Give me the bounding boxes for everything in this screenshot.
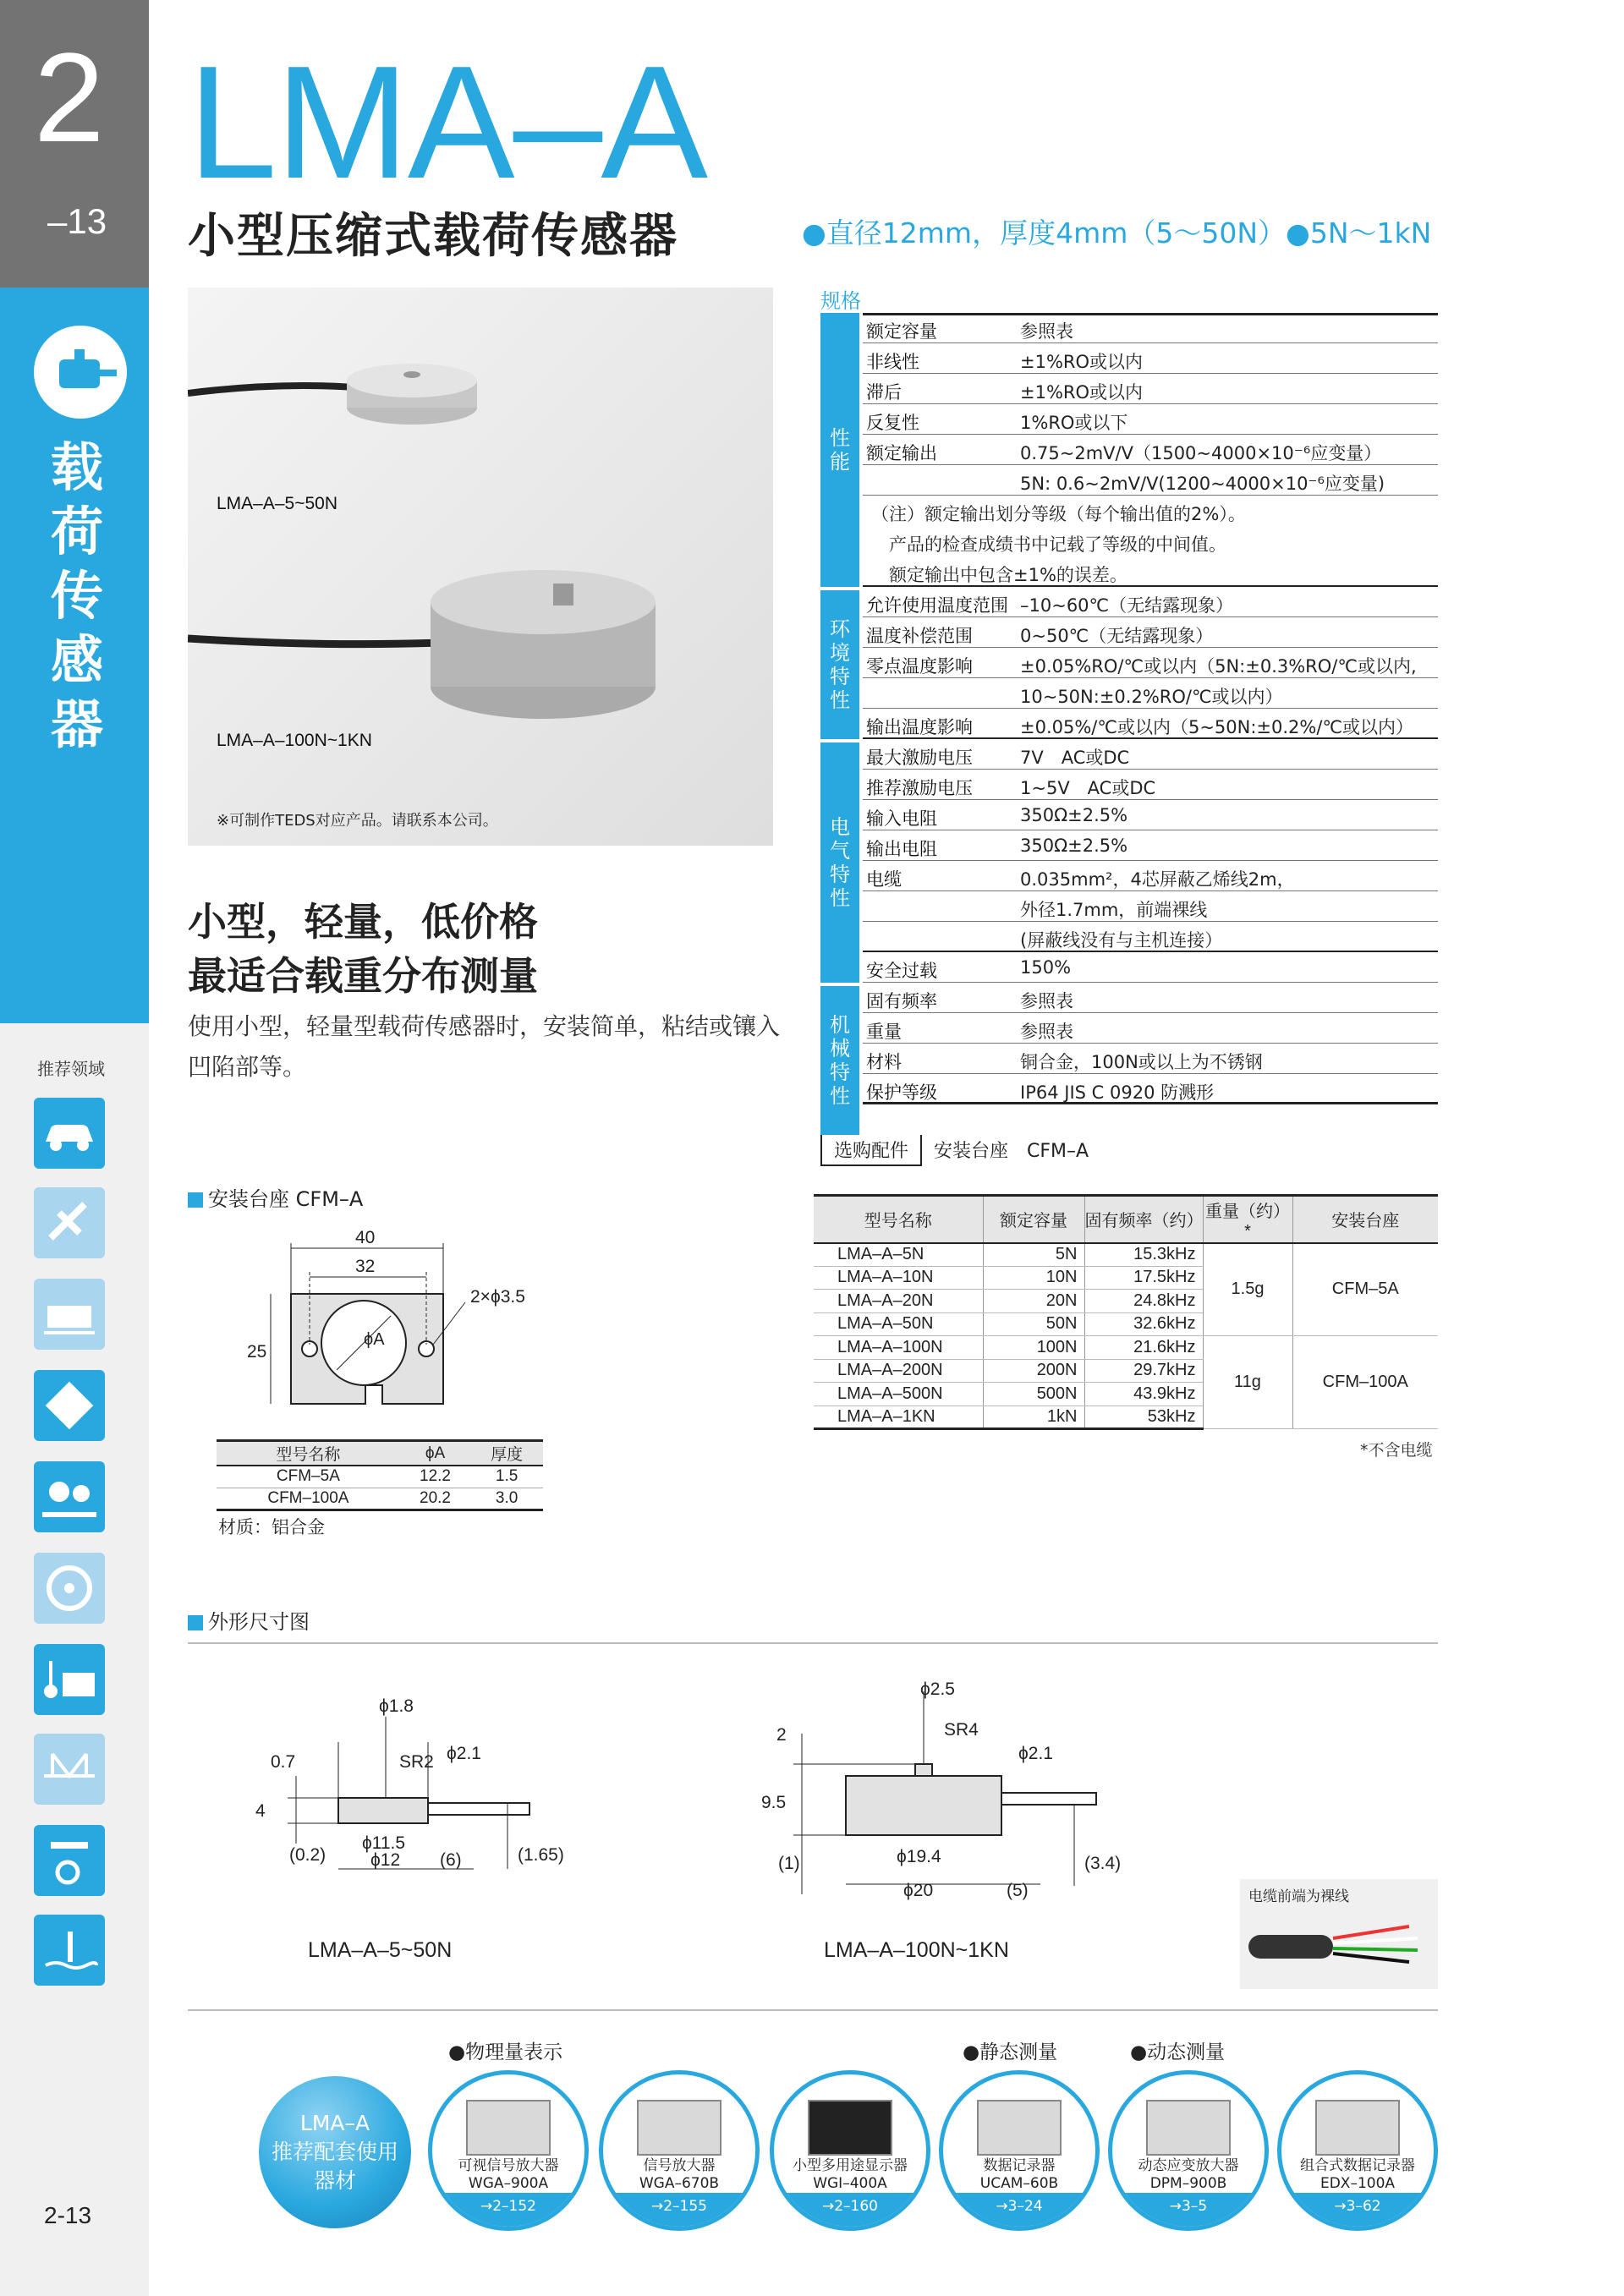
product-photo — [188, 288, 773, 846]
load-cell-icon — [34, 326, 127, 419]
page-subtitle: 小型压缩式载荷传感器 — [188, 209, 678, 264]
option-value: 安装台座 CFM–A — [934, 1141, 1089, 1162]
teds-note: ※可制作TEDS对应产品。请联系本公司。 — [217, 812, 498, 830]
cfm-thickness-header: 厚度 — [470, 1441, 543, 1466]
product-card[interactable]: 数据记录器 UCAM–60B →3–24 — [939, 2070, 1100, 2231]
product-image — [637, 2100, 721, 2156]
product-page-link[interactable]: →3–24 — [943, 2193, 1095, 2227]
weight-note: *不含电缆 — [1360, 1441, 1433, 1460]
offshore-icon — [34, 1915, 105, 1986]
spec-row: 额定输出 0.75~2mV/V（1500~4000×10⁻⁶应变量） — [863, 435, 1438, 465]
svg-text:(6): (6) — [440, 1850, 462, 1870]
spec-row: 允许使用温度范围 –10~60℃（无结露现象） — [863, 587, 1438, 617]
page-number: 2-13 — [44, 2202, 92, 2228]
cfm-phia-header: ϕA — [400, 1441, 470, 1466]
cfm-material: 材质：铝合金 — [218, 1517, 325, 1537]
recommend-badge: LMA–A 推荐配套使用 器材 — [259, 2076, 411, 2228]
cfm-dim-holes: 2×ϕ3.5 — [470, 1287, 525, 1307]
spec-row: 固有频率 参照表 — [863, 983, 1438, 1013]
spec-note: 额定输出中包含±1%的误差。 — [863, 556, 1438, 587]
product-image — [977, 2100, 1062, 2156]
spec-row: 10~50N:±0.2%RO/℃或以内） — [863, 678, 1438, 709]
spec-row: 外径1.7mm，前端裸线 — [863, 891, 1438, 922]
page-title: LMA–A — [188, 33, 707, 212]
cfm-dim-40: 40 — [355, 1228, 376, 1247]
product-image — [466, 2100, 551, 2156]
option-label: 选购配件 — [820, 1135, 922, 1166]
small-sensor-drawing — [237, 1674, 592, 1894]
spec-row: 输出电阻 350Ω±2.5% — [863, 830, 1438, 861]
svg-text:(3.4): (3.4) — [1084, 1854, 1122, 1873]
spec-row: 安全过载 150% — [863, 952, 1438, 983]
monitor-icon — [34, 1644, 105, 1715]
cfm-dim-phia: ϕA — [364, 1330, 385, 1349]
svg-text:(1.65): (1.65) — [518, 1845, 564, 1865]
product-card[interactable]: 组合式数据记录器 EDX–100A →3–62 — [1277, 2070, 1438, 2231]
spec-row: 温度补偿范围 0~50℃（无结露现象） — [863, 617, 1438, 648]
spec-row: 重量 参照表 — [863, 1013, 1438, 1044]
frequency-header: 固有频率（约） — [1084, 1196, 1203, 1243]
cfm-table — [217, 1439, 543, 1511]
spec-row: 电缆 0.035mm²，4芯屏蔽乙烯线2m， — [863, 861, 1438, 891]
spec-row: 输出温度影响 ±0.05%/℃或以内（5~50N:±0.2%/℃或以内） — [863, 709, 1438, 739]
svg-text:(1): (1) — [778, 1854, 800, 1873]
svg-text:(0.2): (0.2) — [289, 1845, 326, 1865]
chapter-subnumber: –13 — [47, 201, 107, 241]
chip-icon — [34, 1370, 105, 1441]
model-header: 型号名称 — [814, 1196, 983, 1243]
small-sensor-caption: LMA–A–5~50N — [308, 1938, 453, 1962]
photo-label-large: LMA–A–100N~1KN — [217, 731, 372, 750]
product-image — [1146, 2100, 1231, 2156]
product-page-link[interactable]: →3–62 — [1281, 2193, 1434, 2227]
svg-text:SR2: SR2 — [399, 1752, 434, 1772]
spec-row: 材料 铜合金，100N或以上为不锈钢 — [863, 1044, 1438, 1074]
table-row: LMA–A–50N 50N 32.6kHz — [814, 1312, 1438, 1336]
svg-text:9.5: 9.5 — [761, 1793, 787, 1812]
satellite-icon — [34, 1187, 105, 1258]
spec-group-mechanical: 机械特性 — [820, 986, 859, 1135]
spec-row: 零点温度影响 ±0.05%RO/℃或以内（5N:±0.3%RO/℃或以内, — [863, 648, 1438, 678]
recommend-label: 推荐领域 — [37, 1059, 105, 1079]
table-row: LMA–A–5N 5N 15.3kHz 1.5g CFM–5A — [814, 1243, 1438, 1267]
product-card[interactable]: 动态应变放大器 DPM–900B →3–5 — [1108, 2070, 1269, 2231]
spec-row: 最大激励电压 7V AC或DC — [863, 739, 1438, 770]
svg-text:0.7: 0.7 — [271, 1752, 296, 1772]
table-row: LMA–A–500N 500N 43.9kHz — [814, 1383, 1438, 1406]
medical-icon — [34, 1825, 105, 1896]
bridge-icon — [34, 1734, 105, 1805]
base-header: 安装台座 — [1292, 1196, 1438, 1243]
product-card[interactable]: 可视信号放大器 WGA–900A →2–152 — [428, 2070, 589, 2231]
product-page-link[interactable]: →3–5 — [1112, 2193, 1265, 2227]
product-page-link[interactable]: →2–152 — [432, 2193, 584, 2227]
svg-text:ϕ2.5: ϕ2.5 — [920, 1680, 955, 1699]
group-label-static: ●静态测量 — [963, 2041, 1058, 2063]
svg-text:SR4: SR4 — [944, 1720, 979, 1740]
option-accessory — [820, 1135, 1089, 1166]
table-row: LMA–A–20N 20N 24.8kHz — [814, 1290, 1438, 1313]
table-row: CFM–100A 20.2 3.0 — [217, 1488, 543, 1510]
table-row: LMA–A–10N 10N 17.5kHz — [814, 1266, 1438, 1290]
group-label-dynamic: ●动态测量 — [1130, 2041, 1226, 2063]
svg-text:(5): (5) — [1007, 1881, 1029, 1900]
product-image — [808, 2100, 892, 2156]
svg-text:ϕ20: ϕ20 — [903, 1881, 934, 1900]
svg-text:2: 2 — [776, 1725, 787, 1745]
model-table — [814, 1194, 1438, 1430]
svg-text:ϕ12: ϕ12 — [370, 1850, 401, 1870]
large-sensor-drawing — [753, 1666, 1142, 1911]
category-title: 载荷传感器 — [51, 436, 104, 755]
gears-icon — [34, 1461, 105, 1532]
spec-row: 输入电阻 350Ω±2.5% — [863, 800, 1438, 830]
svg-text:ϕ19.4: ϕ19.4 — [897, 1847, 941, 1866]
cfm-section-title: 安装台座 CFM–A — [188, 1182, 363, 1212]
spec-note: 产品的检查成绩书中记载了等级的中间值。 — [871, 534, 1226, 555]
spec-row: 保护等级 IP64 JIS C 0920 防溅形 — [863, 1074, 1438, 1104]
spec-group-performance: 性能 — [820, 313, 859, 587]
svg-text:ϕ2.1: ϕ2.1 — [1018, 1744, 1053, 1763]
capacity-header: 额定容量 — [983, 1196, 1084, 1243]
spec-group-environment: 环境特性 — [820, 590, 859, 739]
spec-row: 推荐激励电压 1~5V AC或DC — [863, 770, 1438, 800]
svg-text:4: 4 — [255, 1801, 266, 1821]
svg-text:ϕ11.5: ϕ11.5 — [362, 1833, 406, 1853]
train-icon — [34, 1279, 105, 1350]
disc-icon — [34, 1553, 105, 1624]
car-icon — [34, 1098, 105, 1169]
cfm-dim-25: 25 — [247, 1342, 267, 1362]
product-card[interactable]: 信号放大器 WGA–670B →2–155 — [599, 2070, 760, 2231]
feature-summary: ●直径12mm，厚度4mm（5～50N）●5N～1kN — [802, 216, 1432, 249]
svg-text:ϕ2.1: ϕ2.1 — [447, 1744, 481, 1763]
spec-row: 额定容量 参照表 — [863, 313, 1438, 343]
cable-title: 电缆前端为裸线 — [1248, 1888, 1349, 1905]
spec-note: （注）额定输出划分等级（每个输出值的2%）。 — [871, 504, 1246, 524]
cfm-model-header: 型号名称 — [217, 1441, 400, 1466]
spec-row: (屏蔽线没有与主机连接） — [863, 922, 1438, 952]
product-image — [1315, 2100, 1400, 2156]
section-divider — [188, 2009, 1438, 2011]
group-label-physical: ●物理量表示 — [448, 2041, 563, 2063]
cfm-dim-32: 32 — [355, 1257, 376, 1276]
spec-group-electrical: 电气特性 — [820, 743, 859, 983]
chapter-number: 2 — [34, 26, 105, 168]
spec-row: 滞后 ±1%RO或以内 — [863, 374, 1438, 404]
product-card[interactable]: 小型多用途显示器 WGI–400A →2–160 — [770, 2070, 930, 2231]
headline-line1: 小型，轻量，低价格 — [188, 899, 538, 945]
table-row: LMA–A–1KN 1kN 53kHz — [814, 1406, 1438, 1429]
product-page-link[interactable]: →2–160 — [774, 2193, 926, 2227]
svg-text:ϕ1.8: ϕ1.8 — [379, 1696, 414, 1716]
table-row: LMA–A–200N 200N 29.7kHz — [814, 1359, 1438, 1383]
dimension-section-title: 外形尺寸图 — [188, 1605, 310, 1635]
spec-heading: 规格 — [820, 289, 861, 313]
product-description: 使用小型，轻量型载荷传感器时，安装简单，粘结或镶入凹陷部等。 — [188, 1012, 781, 1081]
spec-row: 5N: 0.6~2mV/V(1200~4000×10⁻⁶应变量) — [863, 465, 1438, 496]
spec-row: 反复性 1%RO或以下 — [863, 404, 1438, 435]
section-divider — [188, 1642, 1438, 1644]
cfm-drawing — [237, 1218, 592, 1421]
table-row: CFM–5A 12.2 1.5 — [217, 1466, 543, 1488]
product-page-link[interactable]: →2–155 — [603, 2193, 755, 2227]
spec-row: 非线性 ±1%RO或以内 — [863, 343, 1438, 374]
large-sensor-caption: LMA–A–100N~1KN — [824, 1938, 1009, 1962]
load-cell-illustration — [188, 288, 773, 846]
headline-line2: 最适合载重分布测量 — [188, 953, 538, 999]
photo-label-small: LMA–A–5~50N — [217, 494, 338, 513]
weight-header: 重量（约）* — [1203, 1196, 1292, 1243]
table-row: LMA–A–100N 100N 21.6kHz 11g CFM–100A — [814, 1336, 1438, 1360]
